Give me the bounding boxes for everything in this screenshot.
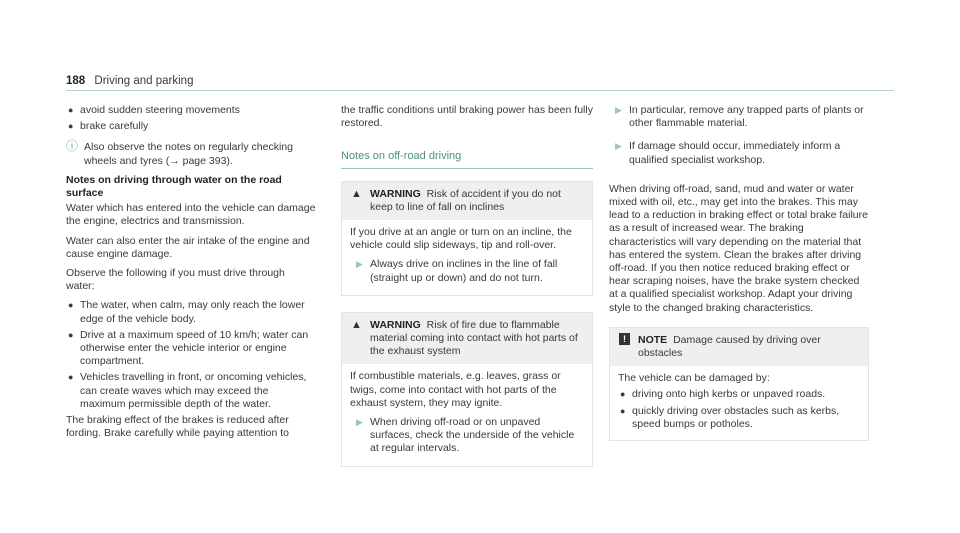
bullet-icon: ● xyxy=(68,372,74,383)
note-keyword: NOTE xyxy=(638,333,668,346)
page-number: 188 xyxy=(66,75,86,87)
warning-box xyxy=(341,312,593,467)
column-middle xyxy=(341,104,593,483)
bullet-icon: ● xyxy=(620,389,626,400)
list-item: ● brake carefully xyxy=(68,120,149,133)
offroad-section-heading: Notes on off-road driving xyxy=(341,150,593,168)
list-item: ● quickly driving over obstacles such as kerbs, speed bumps or potholes. xyxy=(620,404,840,430)
paragraph: When driving off-road, sand, mud and water or water mixed with oil, etc., may get into the brakes. This may lead to a reduction in braking effect or total brake failure as a result of increased wear. The braking characteristics will vary depending on the material that has entered the system. Clean the brakes after driving off-road. If you then notice reduced braking effect or hear scraping noises, have the brake system checked at a qualified specialist workshop. Adapt your driving style to the changed braking characteristics. xyxy=(609,182,868,314)
warning-icon: ▲ xyxy=(351,318,362,331)
paragraph: Observe the following if you must drive through water: xyxy=(66,267,285,293)
list-item: ● Drive at a maximum speed of 10 km/h; water can otherwise enter the vehicle interior or engine compartment. xyxy=(68,328,309,368)
exclamation-icon: ! xyxy=(619,333,630,345)
column-left xyxy=(66,104,316,446)
warning-keyword: WARNING xyxy=(370,318,421,331)
arrow-icon: ▶ xyxy=(356,417,363,428)
warning-header xyxy=(342,313,592,365)
instruction-step: ▶ If damage should occur, immediately inform a qualified specialist workshop. xyxy=(615,140,841,166)
warning-box xyxy=(341,181,593,296)
bullet-icon: ● xyxy=(68,121,74,132)
info-note: ⓘ Also observe the notes on regularly checking wheels and tyres (→ page 393). xyxy=(66,139,293,167)
warning-title: Risk of accident if you do not keep to line of fall on inclines xyxy=(370,187,561,213)
water-heading: Notes on driving through water on the road surface xyxy=(66,173,282,200)
note-header xyxy=(610,328,868,366)
arrow-icon: ▶ xyxy=(615,141,622,152)
bullet-icon: ● xyxy=(68,329,74,340)
list-item: ● driving onto high kerbs or unpaved roads. xyxy=(620,388,826,401)
warning-keyword: WARNING xyxy=(370,187,421,200)
page-header xyxy=(66,75,193,89)
instruction-step: ▶ In particular, remove any trapped parts of plants or other flammable material. xyxy=(615,104,864,130)
header-divider xyxy=(66,90,894,91)
warning-body: If combustible materials, e.g. leaves, grass or twigs, come into contact with hot parts of the exhaust system, they may ignite. ▶ When driving off-road or on unpaved surfaces, check the underside of the vehicle at regular intervals. xyxy=(342,364,592,465)
bullet-icon: ● xyxy=(68,105,74,115)
list-item: ● The water, when calm, may only reach the lower edge of the vehicle body. xyxy=(68,299,305,325)
paragraph: The braking effect of the brakes is reduced after fording. Brake carefully while paying attention to xyxy=(66,414,289,440)
arrow-icon: ▶ xyxy=(615,105,622,115)
note-body: The vehicle can be damaged by: ● driving onto high kerbs or unpaved roads. ● quickly driving over obstacles such as kerbs, speed bumps or potholes. xyxy=(610,366,868,440)
instruction-step: ▶ When driving off-road or on unpaved surfaces, check the underside of the vehicle at regular intervals. xyxy=(356,416,575,455)
warning-icon: ▲ xyxy=(351,187,362,200)
warning-header xyxy=(342,182,592,220)
bullet-icon: ● xyxy=(620,405,626,416)
paragraph: the traffic conditions until braking power has been fully restored. xyxy=(341,104,593,130)
paragraph: Water can also enter the air intake of the engine and cause engine damage. xyxy=(66,234,310,260)
warning-title: Risk of fire due to flammable material coming into contact with hot parts of the exhaust system xyxy=(370,318,578,358)
note-title: Damage caused by driving over obstacles xyxy=(638,333,821,360)
instruction-step: ▶ Always drive on inclines in the line of fall (straight up or down) and do not turn. xyxy=(356,258,558,284)
paragraph: Water which has entered into the vehicle can damage the engine, electrics and transmission. xyxy=(66,202,316,228)
section-title: Driving and parking xyxy=(94,75,194,87)
info-icon: ⓘ xyxy=(66,139,79,154)
column-right xyxy=(609,104,869,457)
note-box xyxy=(609,327,869,441)
list-item: ● avoid sudden steering movements xyxy=(68,104,240,116)
list-item: ● Vehicles travelling in front, or oncoming vehicles, can create waves which may exceed the maximum permissible depth of the water. xyxy=(68,371,307,410)
warning-body: If you drive at an angle or turn on an incline, the vehicle could slip sideways, tip and roll-over. ▶ Always drive on inclines in the line of fall (straight up or down) and do not turn. xyxy=(342,220,592,295)
bullet-icon: ● xyxy=(68,300,74,311)
arrow-icon: ▶ xyxy=(356,259,363,270)
